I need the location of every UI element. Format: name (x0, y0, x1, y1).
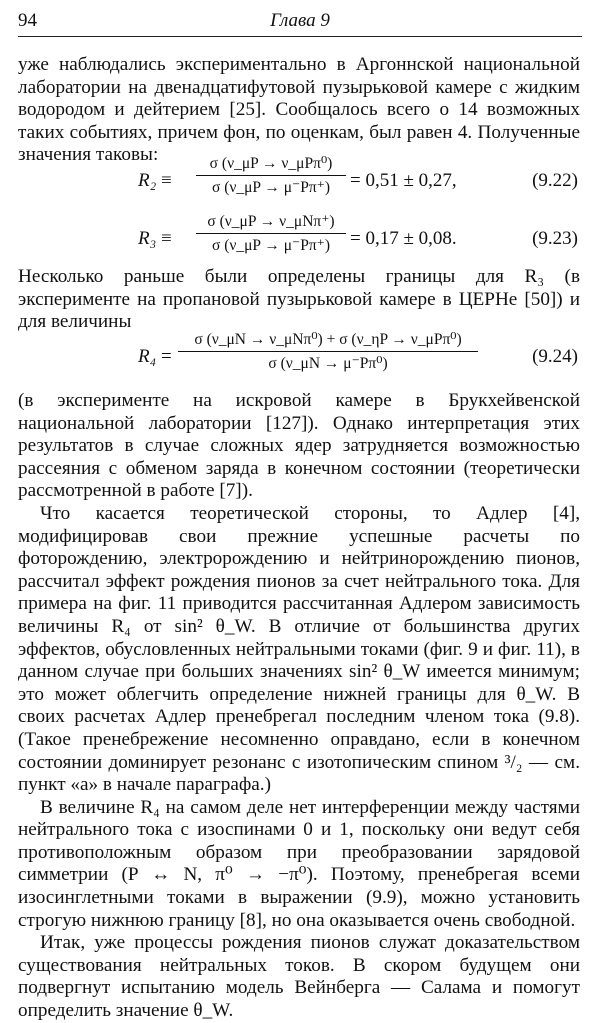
page-header (18, 6, 582, 32)
fraction-denominator: σ (ν_μN → μ⁻Pπ⁰) (178, 351, 478, 373)
paragraph-6: Итак, уже процессы рождения пионов служат доказательством существования нейтральных токов. В скором будущем они подвергнут испытанию модель Вейнберга — Салама и помогут определить значение θ_W. (18, 932, 580, 1022)
paragraph-4: Что касается теоретической стороны, то Адлер [4], модифицировав свои прежние успешные расчеты по фоторождению, электророждению и нейтринорождению пионов, рассчитал эффект рождения пионов за счет нейтрального тока. Для примера на фиг. 11 приводится рассчитанная Адлером зависимость величины R₄ от sin² θ_W. В отличие от большинства других эффектов, обусловленных нейтральными токами (фиг. 9 и фиг. 11), в данном случае при больших значениях sin² θ_W имеется минимум; это может облегчить определение нижней границы для θ_W. В своих расчетах Адлер пренебрегал последним членом тока (9.8). (Такое пренебрежение несомненно оправдано, если в конечном состоянии доминирует резонанс с изотопическим спином ³/₂ — см. пункт «а» в начале параграфа.) (18, 502, 580, 796)
equation-9-23 (18, 204, 580, 262)
fraction-denominator: σ (ν_μP → μ⁻Pπ⁺) (196, 175, 346, 197)
text-block-2 (18, 266, 580, 334)
equation-lhs: R₃ ≡ (138, 228, 172, 249)
text-block-3 (18, 390, 580, 1023)
equation-rhs: = 0,17 ± 0,08. (350, 228, 457, 249)
equation-lhs: R₂ ≡ (138, 170, 172, 191)
paragraph-1: уже наблюдались экспериментально в Аргоннской национальной лаборатории на двенадцатифутовой пузырьковой камере с жидким водородом и дейтерием [25]. Сообщалось всего о 14 возможных таких событиях, причем фон, по оценкам, был равен 4. Полученные значения таковы: (18, 54, 580, 166)
equation-number: (9.23) (532, 228, 578, 249)
equation-9-24 (18, 330, 580, 388)
equation-lhs: R₄ = (138, 346, 172, 367)
equation-number: (9.24) (532, 346, 578, 367)
fraction-numerator: σ (ν_μP → ν_μPπ⁰) (209, 155, 333, 172)
running-head: Глава 9 (270, 10, 330, 31)
fraction-numerator: σ (ν_μP → ν_μNπ⁺) (207, 213, 335, 230)
fraction-denominator: σ (ν_μP → μ⁻Pπ⁺) (196, 233, 346, 255)
equation-fraction (196, 154, 346, 197)
header-rule (18, 36, 582, 37)
equation-fraction (196, 212, 346, 255)
equation-9-22 (18, 146, 580, 204)
equation-number: (9.22) (532, 170, 578, 191)
paragraph-3: (в эксперименте на искровой камере в Брукхейвенской национальной лаборатории [127]). Однако интерпретация этих результатов в случае сложных ядер затрудняется возможностью рассеяния с обменом заряда в конечном состоянии (теоретически рассмотренной в работе [7]). (18, 390, 580, 502)
equation-fraction (178, 330, 478, 373)
paragraph-5: В величине R₄ на самом деле нет интерференции между частями нейтрального тока с изоспинами 0 и 1, поскольку они ведут себя противоположным образом при преобразовании зарядовой симметрии (P ↔ N, π⁰ → −π⁰). Поэтому, пренебрегая всеми изосинглетными токами в выражении (9.9), можно установить строгую нижнюю границу [8], но она оказывается очень свободной. (18, 796, 580, 931)
equation-rhs: = 0,51 ± 0,27, (350, 170, 457, 191)
paragraph-2: Несколько раньше были определены границы для R₃ (в эксперименте на пропановой пузырьковой камере в ЦЕРНе [50]) и для величины (18, 266, 580, 333)
fraction-numerator: σ (ν_μN → ν_μNπ⁰) + σ (ν_ηP → ν_μPπ⁰) (194, 331, 462, 348)
page-number: 94 (18, 10, 37, 31)
